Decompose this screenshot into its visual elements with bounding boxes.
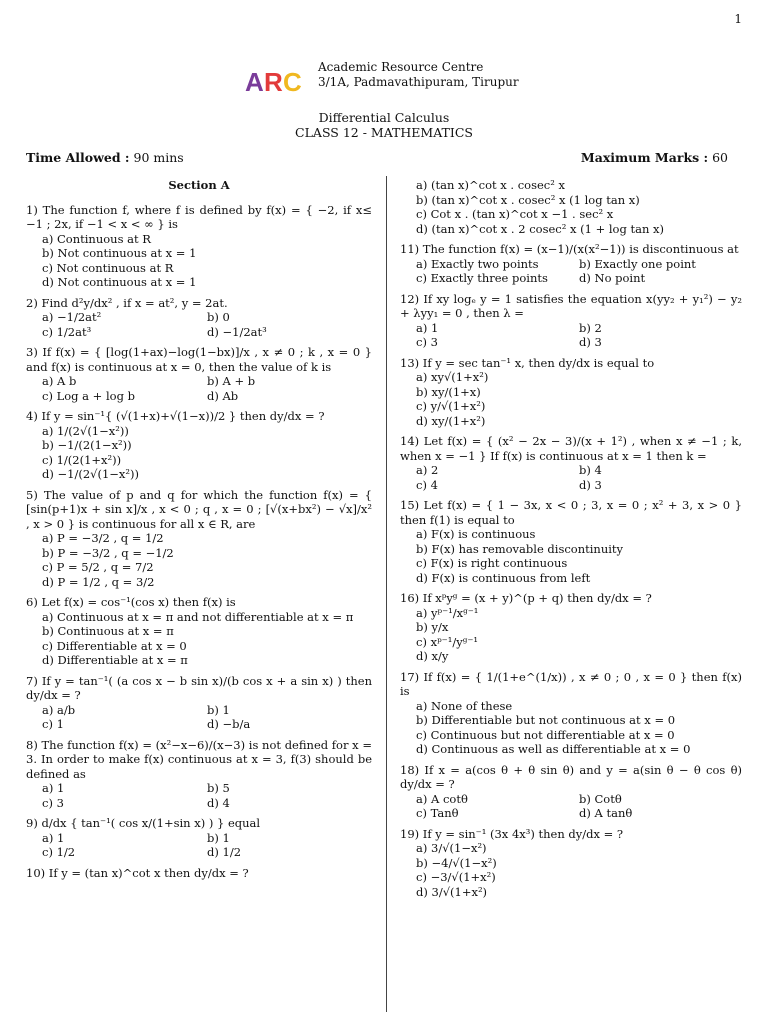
options-list [400,178,742,236]
svg-text:A: A [245,67,264,95]
option: c) Exactly three points [416,271,548,285]
option: c) 3 [416,335,438,349]
question-text: 4) If y = sin⁻¹{ (√(1+x)+√(1−x))/2 } then dy/dx = ? [26,409,325,423]
option: c) Log a + log b [42,388,135,403]
left-column [26,178,372,886]
question-text: 19) If y = sin⁻¹ (3x 4x³) then dy/dx = ? [400,826,624,841]
option: d) −b/a [207,717,251,731]
option: d) No point [579,271,646,285]
option: c) F(x) is right continuous [416,556,568,570]
option: a) 1 [416,320,439,335]
time-label: Time Allowed : [26,150,130,165]
question [26,345,372,403]
question [26,488,372,590]
question [400,178,742,236]
arc-logo [245,67,303,95]
question-text: 8) The function f(x) = (x²−x−6)/(x−3) is not defined for x = 3. In order to make f(x) continuous at x = 3, f(3) should be defined as [26,737,372,781]
question [26,738,372,811]
option: a) 1/(2√(1−x²)) [42,423,129,438]
option: c) Cot x . (tan x)^cot x −1 . sec² x [416,207,614,221]
marks-value: 60 [712,150,728,165]
header [0,55,768,105]
question-text: 11) The function f(x) = (x−1)/(x(x²−1)) is discontinuous at [400,242,739,256]
option: d) 3/√(1+x²) [416,884,488,899]
option: d) (tan x)^cot x . 2 cosec² x (1 + log tan x) [416,221,665,236]
subject-title: Differential Calculus [318,110,450,125]
options-list [26,310,372,339]
right-column [400,178,742,905]
options-list [26,374,372,403]
svg-text:R: R [264,67,283,95]
question-text: 9) d/dx { tan⁻¹( cos x/(1+sin x) ) } equal [26,816,261,830]
title-block [0,110,768,140]
class-title: CLASS 12 - MATHEMATICS [295,125,473,140]
option: c) 4 [416,477,438,492]
option: d) Ab [207,388,239,403]
option: a) P = −3/2 , q = 1/2 [42,531,164,545]
question-text: 12) If xy logₑ y = 1 satisfies the equation x(yy₂ + y₁²) − y₂ + λyy₁ = 0 , then λ = [400,291,742,320]
option: d) F(x) is continuous from left [416,570,591,585]
question [26,296,372,340]
options-list [400,841,742,899]
option: a) 3/√(1−x²) [416,841,487,855]
institute-name: Academic Resource Centre [318,60,484,74]
option: d) 1/2 [207,845,242,859]
option: a) 1 [42,781,65,795]
option: d) Differentiable at x = π [42,653,188,667]
question-text: 18) If x = a(cos θ + θ sin θ) and y = a(sin θ − θ cos θ) dy/dx = ? [400,762,742,791]
options-list [26,610,372,668]
option: d) A tanθ [579,806,633,820]
option: d) Continuous as well as differentiable at x = 0 [416,742,691,756]
question-text: 7) If y = tan⁻¹( (a cos x − b sin x)/(b cos x + a sin x) ) then dy/dx = ? [26,673,372,702]
options-list [26,781,372,810]
option: d) P = 1/2 , q = 3/2 [42,574,155,589]
question [400,591,742,664]
option: a) F(x) is continuous [416,527,536,541]
marks-label: Maximum Marks : [580,150,709,165]
option: a) a/b [42,702,76,717]
option: c) Tanθ [416,806,459,820]
question [400,763,742,821]
option: c) xᵖ⁻¹/yᵍ⁻¹ [416,634,478,649]
option: b) 5 [207,781,230,795]
option: b) −4/√(1−x²) [416,855,497,870]
options-list [400,321,742,350]
question [400,242,742,286]
option: a) −1/2at² [42,310,102,324]
institute-address: 3/1A, Padmavathipuram, Tirupur [318,75,519,89]
option: a) Exactly two points [416,256,539,271]
option: b) 4 [579,463,602,477]
question [26,409,372,482]
options-list [400,527,742,585]
option: b) Exactly one point [579,256,696,271]
question-text: 14) Let f(x) = { (x² − 2x − 3)/(x + 1²) , when x ≠ −1 ; k, when x = −1 } If f(x) is continuous at x = 1 then k = [400,434,742,463]
question [400,356,742,429]
option: b) y/x [416,620,449,634]
question-text: 3) If f(x) = { [log(1+ax)−log(1−bx)]/x , x ≠ 0 ; k , x = 0 } and f(x) is continuous at x = 0, then the value of k is [26,345,372,374]
options-list [400,606,742,664]
section-heading: Section A [168,178,230,192]
options-list [400,370,742,428]
exam-meta [26,150,728,165]
option: b) Differentiable but not continuous at x = 0 [416,713,676,727]
options-list [400,463,742,492]
option: c) Continuous but not differentiable at x = 0 [416,727,675,742]
institute-block [318,60,519,90]
option: b) A + b [207,374,256,388]
options-list [26,703,372,732]
option: a) A cotθ [416,791,468,806]
option: d) −1/2at³ [207,324,267,339]
option: b) 1 [207,830,230,845]
question-text: 16) If xᵖyᵍ = (x + y)^(p + q) then dy/dx = ? [400,591,652,605]
option: c) 1/2 [42,845,76,859]
option: b) P = −3/2 , q = −1/2 [42,545,174,560]
option: a) 1 [42,830,65,845]
page-number: 1 [734,12,742,26]
option: c) y/√(1+x²) [416,399,486,413]
question [26,816,372,860]
option: d) x/y [416,649,449,663]
question [26,203,372,290]
option: a) A b [42,374,77,388]
time-value: 90 mins [133,150,184,165]
option: c) P = 5/2 , q = 7/2 [42,560,154,574]
options-list [400,792,742,821]
option: b) Cotθ [579,791,622,806]
question-text: 6) Let f(x) = cos⁻¹(cos x) then f(x) is [26,595,236,609]
question-text: 5) The value of p and q for which the function f(x) = { [sin(p+1)x + sin x]/x , x < 0 ; q , x = 0 ; [√(x+bx²) − √x]/x² , x > 0 } is continuous for all x ∈ R, are [26,487,372,531]
option: b) 2 [579,320,602,335]
option: b) xy/(1+x) [416,384,481,399]
option: a) Continuous at x = π and not differentiable at x = π [42,609,354,624]
option: d) 4 [207,795,230,810]
option: c) 1 [42,717,64,731]
option: b) 1 [207,702,230,717]
options-list [26,531,372,589]
option: b) F(x) has removable discontinuity [416,541,624,556]
option: c) −3/√(1+x²) [416,870,496,884]
question [26,595,372,668]
option: b) Continuous at x = π [42,624,174,638]
option: b) −1/(2(1−x²)) [42,438,132,452]
option: b) 0 [207,310,230,324]
column-divider [386,176,387,1012]
question [400,670,742,757]
options-list [26,232,372,290]
option: a) Continuous at R [42,231,151,246]
option: a) None of these [416,698,513,713]
option: c) Differentiable at x = 0 [42,638,187,653]
question-text: 15) Let f(x) = { 1 − 3x, x < 0 ; 3, x = 0 ; x² + 3, x > 0 } then f(1) is equal to [400,498,742,527]
option: c) 1/(2(1+x²)) [42,452,122,467]
option: d) 3 [579,477,602,492]
svg-text:C: C [283,67,302,95]
question-text: 1) The function f, where f is defined by f(x) = { −2, if x≤ −1 ; 2x, if −1 < x < ∞ } is [26,202,372,231]
question [400,498,742,585]
option: c) 1/2at³ [42,324,92,339]
question [26,866,372,881]
option: d) 3 [579,335,602,349]
question-text: 13) If y = sec tan⁻¹ x, then dy/dx is equal to [400,355,655,370]
question [26,674,372,732]
question-text: 17) If f(x) = { 1/(1+e^(1/x)) , x ≠ 0 ; 0 , x = 0 } then f(x) is [400,669,742,698]
question-text: 2) Find d²y/dx² , if x = at², y = 2at. [26,295,228,310]
question [400,292,742,350]
option: b) (tan x)^cot x . cosec² x (1 log tan x) [416,192,640,207]
question-text: 10) If y = (tan x)^cot x then dy/dx = ? [26,865,249,880]
option: a) 2 [416,463,439,477]
option: a) (tan x)^cot x . cosec² x [416,178,565,192]
option: d) −1/(2√(1−x²)) [42,467,139,481]
options-list [400,699,742,757]
option: a) xy√(1+x²) [416,370,489,384]
option: d) Not continuous at x = 1 [42,275,197,289]
option: c) 3 [42,795,64,810]
option: b) Not continuous at x = 1 [42,246,197,260]
question [400,827,742,900]
options-list [26,424,372,482]
options-list [26,831,372,860]
options-list [400,257,742,286]
option: d) xy/(1+x²) [416,413,486,428]
option: c) Not continuous at R [42,260,174,275]
question [400,434,742,492]
option: a) yᵖ⁻¹/xᵍ⁻¹ [416,605,479,620]
